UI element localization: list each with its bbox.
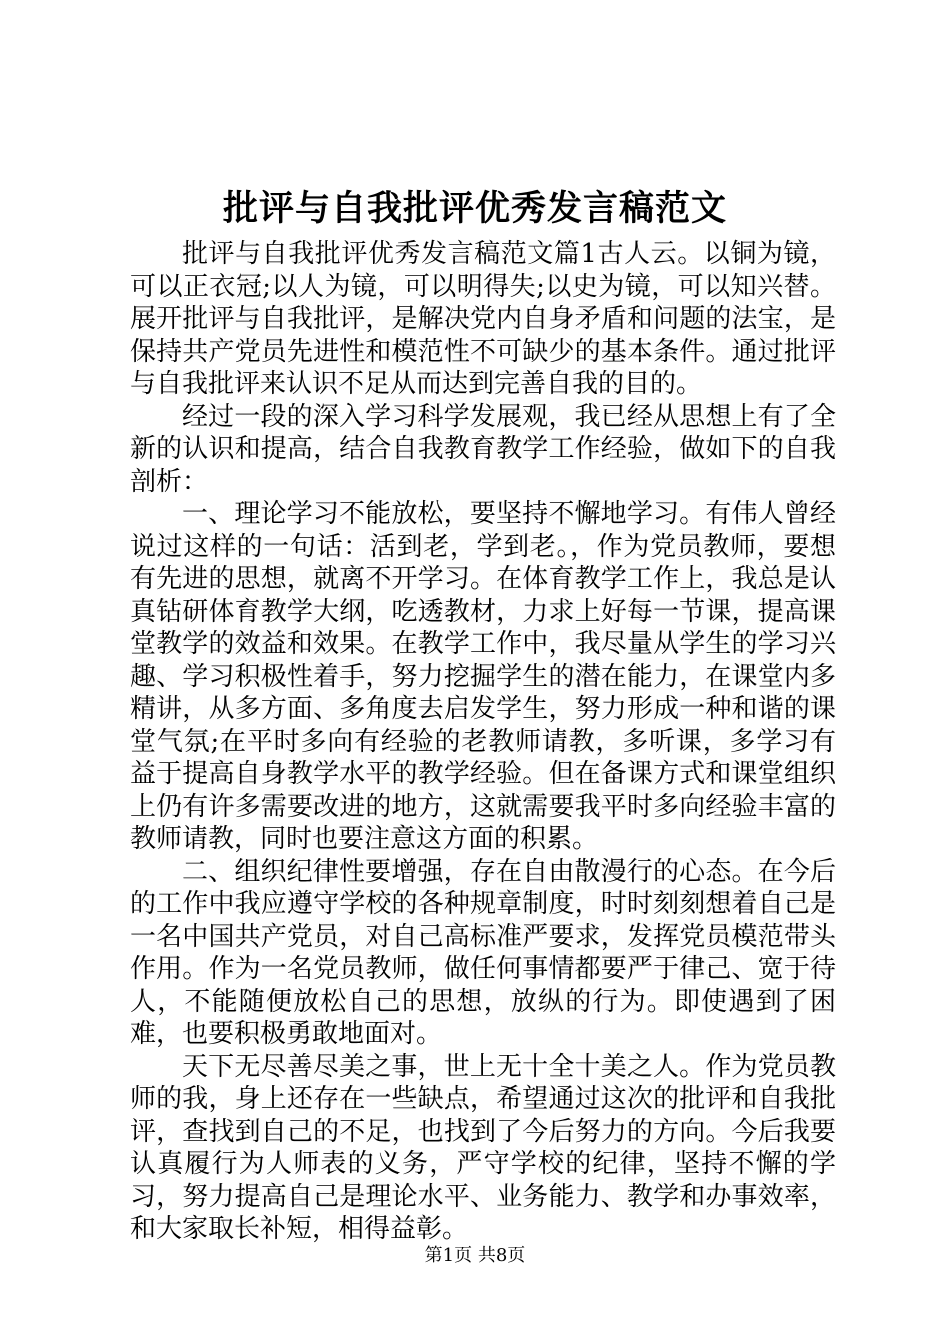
page-number-footer: 第1页 共8页	[424, 1245, 526, 1266]
document-body	[130, 238, 836, 1246]
paragraph-theory-study: 一、理论学习不能放松，要坚持不懈地学习。有伟人曾经说过这样的一句话：活到老，学到老。，作为党员教师，要想有先进的思想，就离不开学习。在体育教学工作上，我总是认真钻研体育教学大纲，吃透教材，力求上好每一节课，提高课堂教学的效益和效果。在教学工作中，我尽量从学生的学习兴趣、学习积极性着手，努力挖掘学生的潜在能力，在课堂内多精讲，从多方面、多角度去启发学生，努力形成一种和谐的课堂气氛;在平时多向有经验的老教师请教，多听课，多学习有益于提高自身教学水平的教学经验。但在备课方式和课堂组织上仍有许多需要改进的地方，这就需要我平时多向经验丰富的教师请教，同时也要注意这方面的积累。	[130, 499, 836, 854]
document-title: 批评与自我批评优秀发言稿范文	[222, 188, 727, 229]
paragraph-discipline: 二、组织纪律性要增强，存在自由散漫行的心态。在今后的工作中我应遵守学校的各种规章制度，时时刻刻想着自己是一名中国共产党员，对自己高标准严要求，发挥党员模范带头作用。作为一名党员教师，做任何事情都要严于律己、宽于待人，不能随便放松自己的思想，放纵的行为。即使遇到了困难，也要积极勇敢地面对。	[130, 856, 836, 1049]
paragraph-intro: 批评与自我批评优秀发言稿范文篇1古人云。以铜为镜，可以正衣冠;以人为镜，可以明得失;以史为镜，可以知兴替。展开批评与自我批评，是解决党内自身矛盾和问题的法宝，是保持共产党员先进性和模范性不可缺少的基本条件。通过批评与自我批评来认识不足从而达到完善自我的目的。	[130, 239, 836, 399]
paragraph-self-analysis: 经过一段的深入学习科学发展观，我已经从思想上有了全新的认识和提高，结合自我教育教学工作经验，做如下的自我剖析：	[130, 401, 836, 497]
paragraph-conclusion: 天下无尽善尽美之事，世上无十全十美之人。作为党员教师的我，身上还存在一些缺点，希望通过这次的批评和自我批评，查找到自己的不足，也找到了今后努力的方向。今后我要认真履行为人师表的义务，严守学校的纪律，坚持不懈的学习，努力提高自己是理论水平、业务能力、教学和办事效率，和大家取长补短，相得益彰。	[130, 1051, 836, 1244]
